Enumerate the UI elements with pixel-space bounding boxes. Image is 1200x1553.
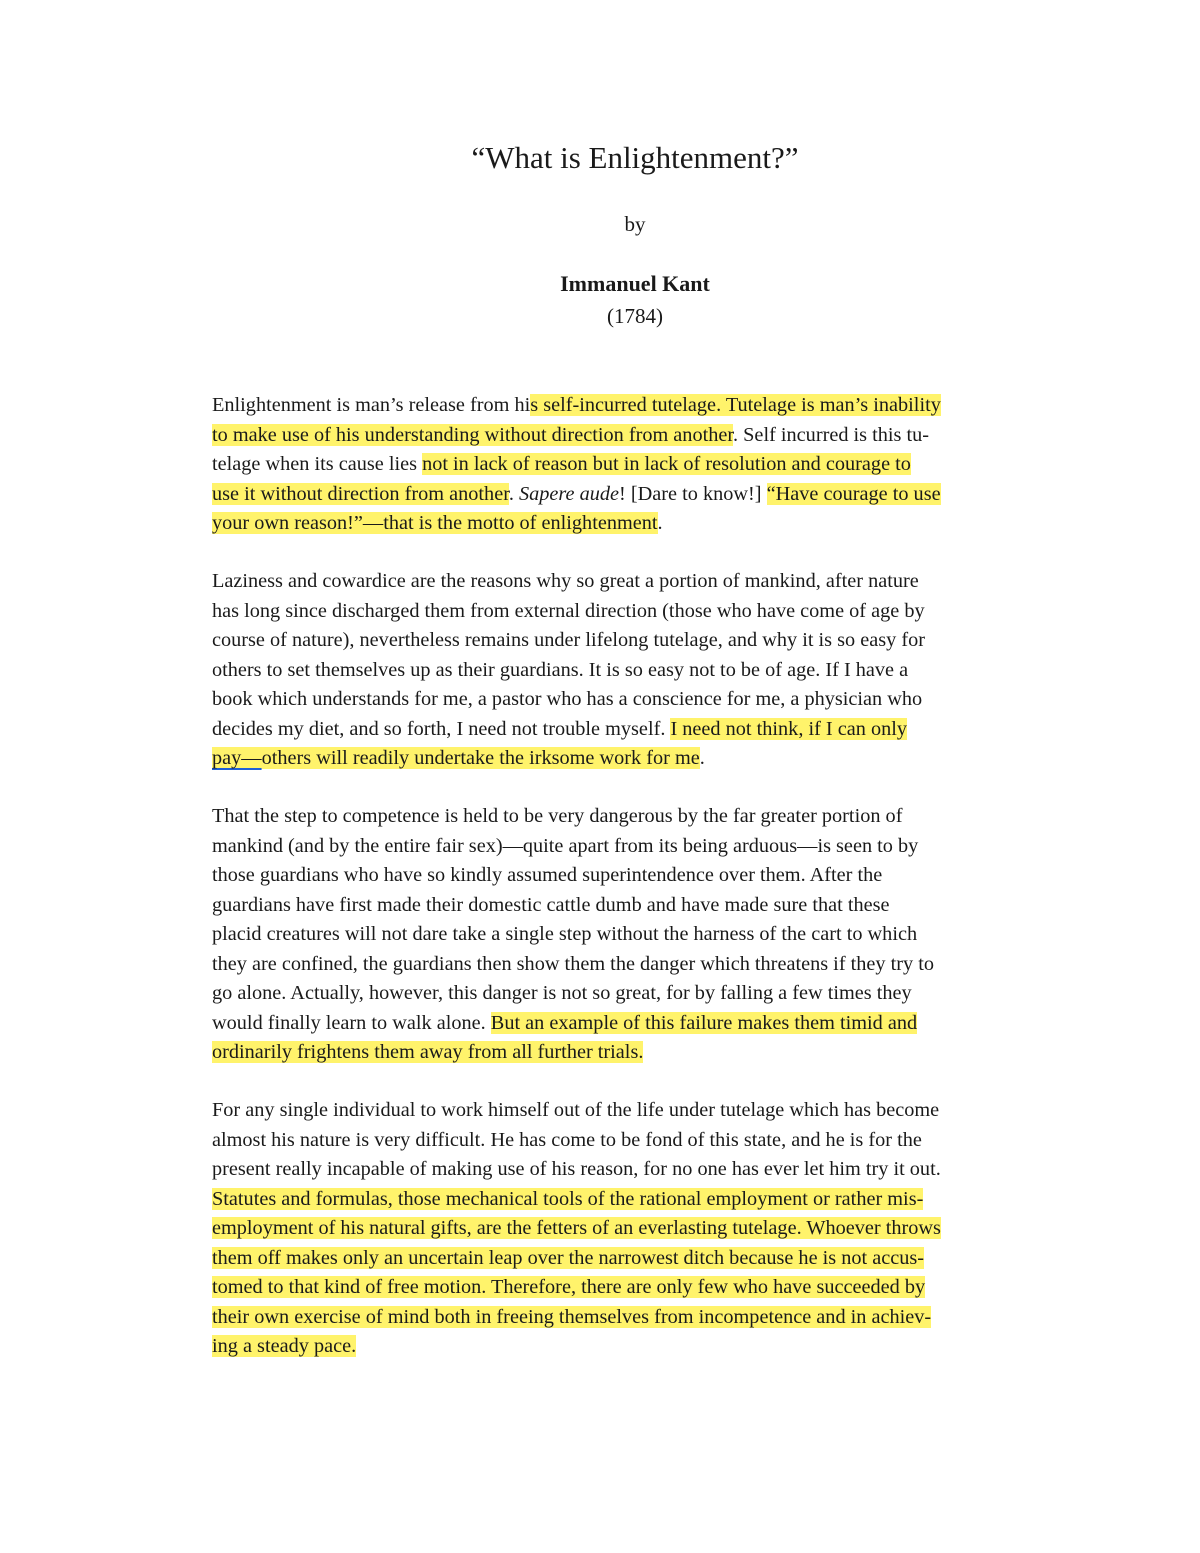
text-line (212, 391, 1062, 421)
text-segment: Enlightenment is man’s release from hi (212, 394, 531, 416)
text-segment: guardians have first made their domestic cattle dumb and have made sure that these (212, 893, 890, 916)
text-line (212, 656, 1062, 686)
highlighted-text: use it without direction from another (212, 482, 509, 505)
text-line (212, 832, 1062, 862)
text-line (212, 1185, 1062, 1215)
text-line (212, 597, 1062, 627)
highlighted-text: to make use of his understanding without direction from another (212, 423, 734, 446)
text-line (212, 744, 1062, 774)
highlighted-text: employment of his natural gifts, are the fetters of an everlasting tutelage. Whoever throws (212, 1217, 941, 1239)
text-segment: For any single individual to work himself out of the life under tutelage which has become (212, 1099, 940, 1121)
text-line (212, 715, 1062, 745)
text-line (212, 979, 1062, 1009)
highlighted-text: ing a steady pace. (212, 1335, 357, 1357)
text-segment: those guardians who have so kindly assumed superintendence over them. After the (212, 864, 883, 886)
text-line (212, 1126, 1062, 1156)
paragraph-4 (212, 1096, 1062, 1362)
text-line (212, 480, 1062, 510)
text-segment: they are confined, the guardians then show them the danger which threatens if they try to (212, 952, 935, 975)
text-line (212, 950, 1062, 980)
text-line (212, 1244, 1062, 1274)
text-line (212, 802, 1062, 832)
publication-year: (1784) (607, 304, 663, 328)
highlighted-text: tomed to that kind of free motion. Therefore, there are only few who have succeeded by (212, 1276, 926, 1298)
highlighted-text: not in lack of reason but in lack of resolution and courage to (422, 453, 911, 475)
text-segment: go alone. Actually, however, this danger is not so great, for by falling a few times they (212, 982, 912, 1004)
text-line (212, 1038, 1062, 1068)
text-line (212, 1303, 1062, 1333)
document-title: “What is Enlightenment?” (471, 140, 799, 175)
highlighted-text: I need not think, if I can only (670, 717, 908, 740)
text-segment: . (508, 482, 519, 505)
text-line (212, 509, 1062, 539)
text-line (212, 567, 1062, 597)
text-segment: almost his nature is very difficult. He has come to be fond of this state, and he is for the (212, 1128, 922, 1151)
text-segment: has long since discharged them from external direction (those who have come of age by (212, 599, 925, 622)
highlighted-text: them off makes only an uncertain leap over the narrowest ditch because he is not accus- (212, 1246, 925, 1269)
text-segment: ! [Dare to know!] (619, 482, 767, 505)
text-line (212, 1214, 1062, 1244)
italic-text: Sapere aude (518, 482, 620, 505)
text-line (212, 685, 1062, 715)
paragraph-1 (212, 391, 1062, 539)
highlighted-text: But an example of this failure makes them timid and (490, 1011, 918, 1034)
author-name: Immanuel Kant (560, 271, 710, 296)
text-segment: decides my diet, and so forth, I need not trouble myself. (212, 717, 671, 740)
byline: by (624, 212, 646, 236)
highlighted-text: Statutes and formulas, those mechanical tools of the rational employment or rather mis- (212, 1187, 924, 1210)
text-segment: placid creatures will not dare take a single step without the harness of the cart to which (212, 923, 918, 945)
text-segment: . Self incurred is this tu- (733, 423, 930, 446)
text-line (212, 920, 1062, 950)
highlighted-text: your own reason!”—that is the motto of enlightenment (212, 512, 658, 534)
text-segment: mankind (and by the entire fair sex)—quite apart from its being arduous—is seen to by (212, 834, 919, 857)
text-segment: Laziness and cowardice are the reasons why so great a portion of mankind, after nature (212, 570, 919, 592)
text-segment: would finally learn to walk alone. (212, 1011, 491, 1034)
text-line (212, 1009, 1062, 1039)
paragraph-3 (212, 802, 1062, 1068)
text-segment: . (699, 747, 705, 769)
text-line (212, 626, 1062, 656)
text-segment: book which understands for me, a pastor who has a conscience for me, a physician who (212, 688, 923, 710)
highlighted-text: s self-incurred tutelage. Tutelage is man’s inability (530, 394, 941, 416)
text-line (212, 1096, 1062, 1126)
text-line (212, 1155, 1062, 1185)
text-segment: others to set themselves up as their guardians. It is so easy not to be of age. If I have a (212, 658, 909, 681)
text-line (212, 421, 1062, 451)
text-segment: present really incapable of making use of his reason, for no one has ever let him try it out. (212, 1158, 941, 1180)
highlighted-text: ordinarily frightens them away from all further trials. (212, 1041, 644, 1063)
text-line (212, 1273, 1062, 1303)
paragraph-2 (212, 567, 1062, 774)
highlighted-text: “Have courage to use (766, 482, 941, 505)
text-segment: That the step to competence is held to be very dangerous by the far greater portion of (212, 805, 903, 827)
text-line (212, 861, 1062, 891)
text-segment: . (657, 512, 663, 534)
highlighted-text: their own exercise of mind both in freeing themselves from incompetence and in achiev- (212, 1305, 932, 1328)
highlighted-text: pay— (212, 747, 262, 769)
text-segment: course of nature), nevertheless remains under lifelong tutelage, and why it is so easy for (212, 629, 925, 651)
text-line (212, 1332, 1062, 1362)
text-line (212, 450, 1062, 480)
text-line (212, 891, 1062, 921)
text-segment: telage when its cause lies (212, 453, 423, 475)
highlighted-text: others will readily undertake the irksome work for me (261, 747, 700, 769)
